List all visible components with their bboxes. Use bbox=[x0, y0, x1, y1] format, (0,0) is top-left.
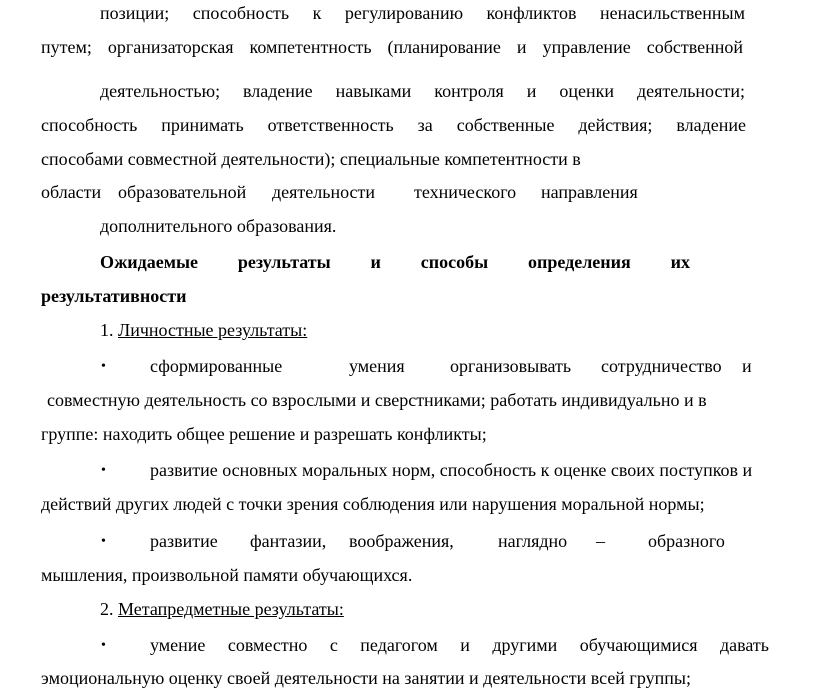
bullet-icon: • bbox=[101, 534, 106, 549]
text-line: способность принимать ответственность за собственные действия; владение bbox=[41, 115, 746, 135]
text-line: действий других людей с точки зрения соблюдения или нарушения моральной нормы; bbox=[41, 494, 705, 514]
text-word: фантазии, bbox=[250, 531, 327, 551]
text-line: совместную деятельность со взрослыми и сверстниками; работать индивидуально и в bbox=[47, 390, 707, 410]
text-word: организовывать bbox=[450, 356, 572, 376]
text-word: образного bbox=[648, 531, 725, 551]
text-word: сформированные bbox=[150, 356, 283, 376]
section-title: Личностные результаты: bbox=[118, 320, 308, 340]
text-word: сотрудничество bbox=[601, 356, 722, 376]
text-word: деятельности bbox=[272, 182, 376, 202]
text-line: развитие основных моральных норм, способность к оценке своих поступков и bbox=[150, 460, 753, 480]
text-line: умение совместно с педагогом и другими обучающимися давать bbox=[150, 635, 769, 655]
text-word: воображения, bbox=[349, 531, 454, 551]
text-word: области bbox=[41, 182, 102, 202]
section-number: 1. bbox=[100, 320, 114, 340]
section-heading-continued: результативности bbox=[41, 286, 187, 306]
text-line: эмоциональную оценку своей деятельности на занятии и деятельности всей группы; bbox=[41, 668, 691, 688]
bullet-icon: • bbox=[101, 638, 106, 653]
text-word: – bbox=[596, 531, 605, 551]
text-line: мышления, произвольной памяти обучающихся. bbox=[41, 565, 413, 585]
bullet-icon: • bbox=[101, 463, 106, 478]
text-word: технического bbox=[414, 182, 517, 202]
text-line: путем; организаторская компетентность (планирование и управление собственной bbox=[41, 37, 743, 57]
text-word: образовательной bbox=[118, 182, 247, 202]
section-heading: Ожидаемые результаты и способы определения их bbox=[100, 252, 690, 272]
text-line: дополнительного образования. bbox=[100, 216, 337, 236]
text-line: способами совместной деятельности); специальные компетентности в bbox=[41, 149, 581, 169]
text-line: позиции; способность к регулированию конфликтов ненасильственным bbox=[100, 3, 745, 23]
section-title: Метапредметные результаты: bbox=[118, 599, 344, 619]
text-word: развитие bbox=[150, 531, 218, 551]
text-line: деятельностью; владение навыками контроля и оценки деятельности; bbox=[100, 81, 745, 101]
section-number: 2. bbox=[100, 599, 114, 619]
text-line: группе: находить общее решение и разрешать конфликты; bbox=[41, 424, 487, 444]
text-word: наглядно bbox=[498, 531, 568, 551]
text-word: направления bbox=[541, 182, 638, 202]
text-word: умения bbox=[349, 356, 405, 376]
bullet-icon: • bbox=[101, 359, 106, 374]
text-word: и bbox=[742, 356, 752, 376]
